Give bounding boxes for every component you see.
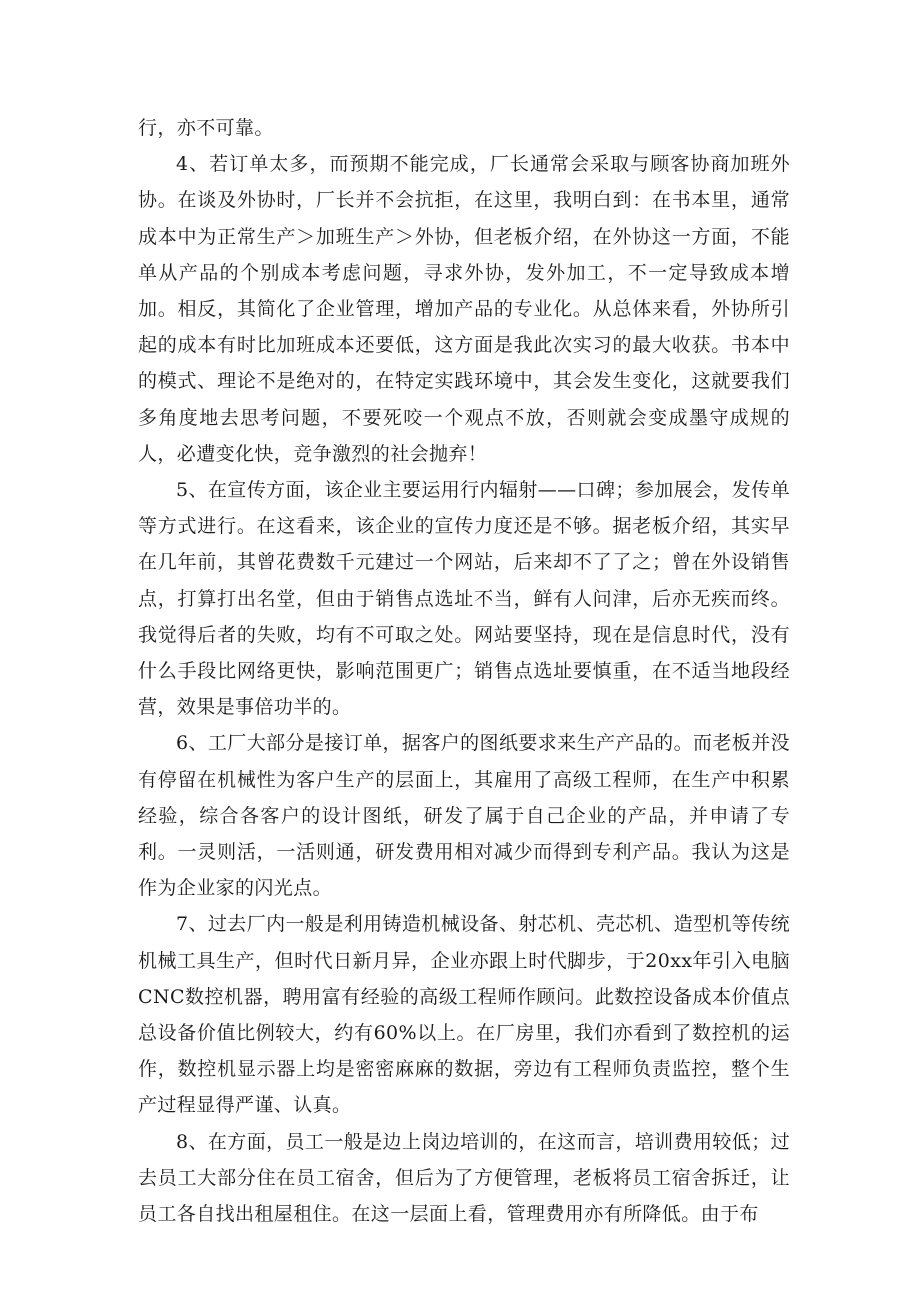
paragraph-item-7: 7、过去厂内一般是利用铸造机械设备、射芯机、壳芯机、造型机等传统机械工具生产，但时代日新月异，企业亦跟上时代脚步，于20xx年引入电脑CNC数控机器，聘用富有经验的高级工程师作顾问。此数控设备成本价值点总设备价值比例较大，约有60%以上。在厂房里，我们亦看到了数控机的运作，数控机显示器上均是密密麻麻的数据，旁边有工程师负责监控，整个生产过程显得严谨、认真。 <box>138 913 790 1117</box>
paragraph-item-6: 6、工厂大部分是接订单，据客户的图纸要求来生产产品的。而老板并没有停留在机械性为客户生产的层面上，其雇用了高级工程师，在生产中积累经验，综合各客户的设计图纸，研发了属于自己企业的产品，并申请了专利。一灵则活，一活则通，研发费用相对减少而得到专利产品。我认为这是作为企业家的闪光点。 <box>138 732 790 900</box>
paragraph-item-8: 8、在方面，员工一般是边上岗边培训的，在这而言，培训费用较低；过去员工大部分住在员工宿舍，但后为了方便管理，老板将员工宿舍拆迁，让员工各自找出租屋租住。在这一层面上看，管理费用亦有所降低。由于布 <box>138 1130 790 1226</box>
paragraph-continuation: 行，亦不可靠。 <box>138 117 274 139</box>
document-body <box>138 110 790 1232</box>
paragraph-item-4: 4、若订单太多，而预期不能完成，厂长通常会采取与顾客协商加班外协。在谈及外协时，厂长并不会抗拒，在这里，我明白到：在书本里，通常成本中为正常生产＞加班生产＞外协，但老板介绍，在外协这一方面，不能单从产品的个别成本考虑问题，寻求外协，发外加工，不一定导致成本增加。相反，其简化了企业管理，增加产品的专业化。从总体来看，外协所引起的成本有时比加班成本还要低，这方面是我此次实习的最大收获。书本中的模式、理论不是绝对的，在特定实践环境中，其会发生变化，这就要我们多角度地去思考问题，不要死咬一个观点不放，否则就会变成墨守成规的人，必遭变化快，竞争激烈的社会抛弃！ <box>138 153 790 465</box>
paragraph-item-5: 5、在宣传方面，该企业主要运用行内辐射——口碑；参加展会，发传单等方式进行。在这看来，该企业的宣传力度还是不够。据老板介绍，其实早在几年前，其曾花费数千元建过一个网站，后来却不了了之；曾在外设销售点，打算打出名堂，但由于销售点选址不当，鲜有人问津，后亦无疾而终。我觉得后者的失败，均有不可取之处。网站要坚持，现在是信息时代，没有什么手段比网络更快，影响范围更广；销售点选址要慎重，在不适当地段经营，效果是事倍功半的。 <box>138 479 790 719</box>
